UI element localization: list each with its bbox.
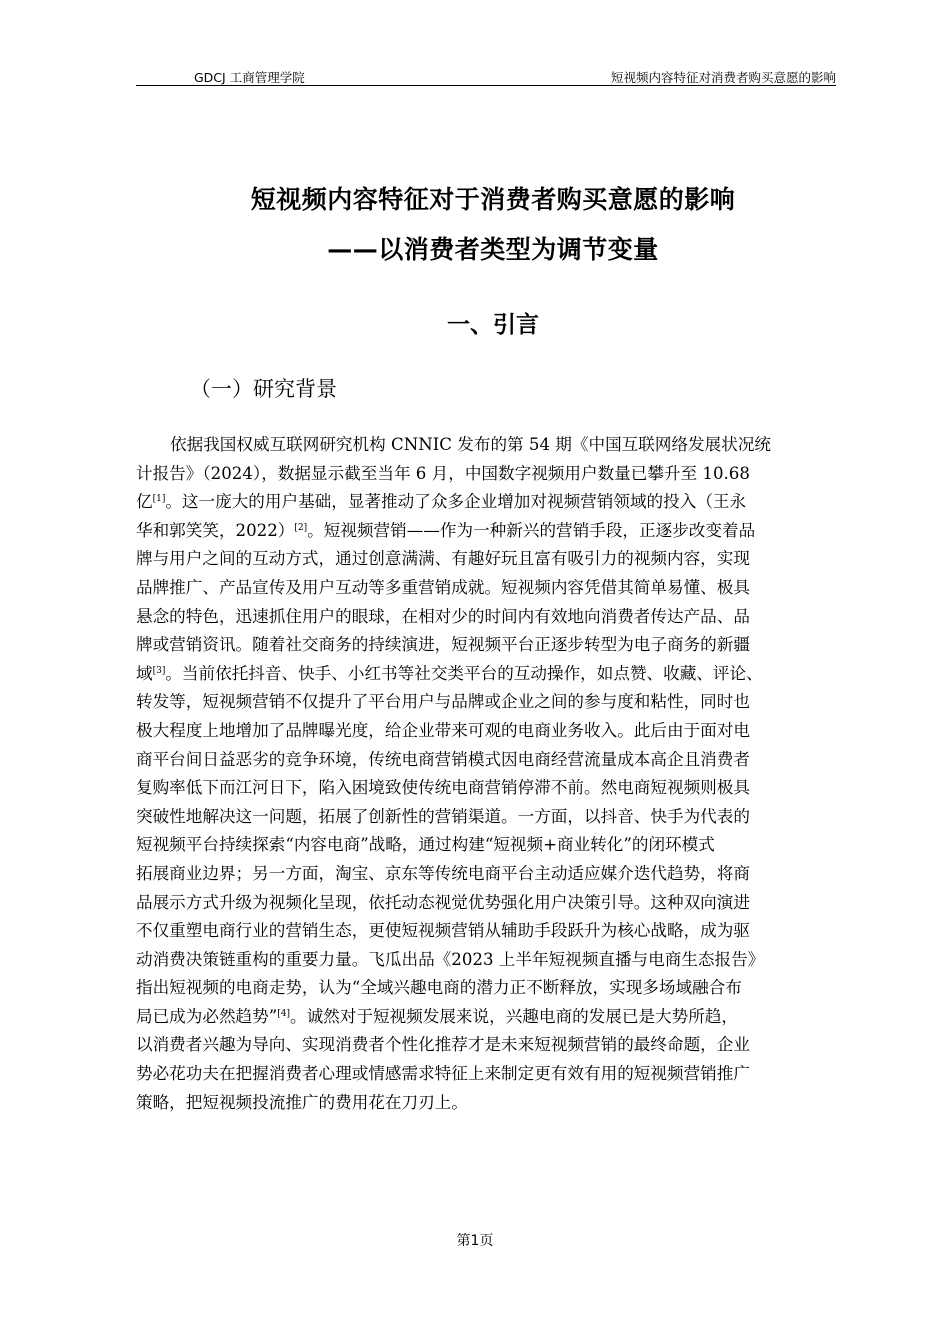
text-line: 以消费者兴趣为导向、实现消费者个性化推荐才是未来短视频营销的最终命题，企业 xyxy=(136,1035,750,1055)
section-heading: 一、引言 xyxy=(447,312,539,338)
text-line xyxy=(136,660,860,689)
paper-title: 短视频内容特征对于消费者购买意愿的影响 xyxy=(250,185,736,214)
text-span: 。诚然对于短视频发展来说，兴趣电商的发展已是大势所趋， xyxy=(289,1006,739,1026)
citation-ref[interactable]: [2] xyxy=(294,522,308,533)
text-line xyxy=(136,517,860,546)
text-line: 复购率低下而江河日下，陷入困境致使传统电商营销停滞不前。然电商短视频则极具 xyxy=(136,778,750,798)
text-span: 。当前依托抖音、快手、小红书等社交类平台的互动操作，如点赞、收藏、评论、 xyxy=(165,663,763,683)
text-line: 牌或营销资讯。随着社交商务的持续演进，短视频平台正逐步转型为电子商务的新疆 xyxy=(136,635,750,655)
citation-ref[interactable]: [4] xyxy=(277,1008,290,1019)
text-line: 商平台间日益恶劣的竞争环境，传统电商营销模式因电商经营流量成本高企且消费者 xyxy=(136,749,750,769)
text-line: 依据我国权威互联网研究机构 CNNIC 发布的第 54 期《中国互联网络发展状况统 xyxy=(170,435,772,454)
text-span: 。这一庞大的用户基础，显著推动了众多企业增加对视频营销领域的投入（王永 xyxy=(165,492,747,512)
text-line: 品牌推广、产品宣传及用户互动等多重营销成就。短视频内容凭借其简单易懂、极具 xyxy=(136,577,750,597)
text-line: 极大程度上地增加了品牌曝光度，给企业带来可观的电商业务收入。此后由于面对电 xyxy=(136,720,750,740)
text-line: 不仅重塑电商行业的营销生态，更使短视频营销从辅助手段跃升为核心战略，成为驱 xyxy=(136,921,750,941)
paper-subtitle: ——以消费者类型为调节变量 xyxy=(327,235,659,264)
text-line xyxy=(136,1003,860,1032)
text-line: 品展示方式升级为视频化呈现，依托动态视觉优势强化用户决策引导。这种双向演进 xyxy=(136,892,750,912)
citation-ref[interactable]: [3] xyxy=(152,665,166,676)
text-span: 亿 xyxy=(136,492,153,512)
text-line: 计报告》（2024），数据显示截至当年 6 月，中国数字视频用户数量已攀升至 10.68 xyxy=(136,463,750,483)
text-span: 华和郭笑笑，2022） xyxy=(136,520,295,540)
header-short-title: 短视频内容特征对消费者购买意愿的影响 xyxy=(610,70,836,85)
text-line: 指出短视频的电商走势，认为“全域兴趣电商的潜力正不断释放，实现多场域融合布 xyxy=(136,978,742,998)
running-header xyxy=(136,66,836,86)
text-line: 策略，把短视频投流推广的费用花在刀刃上。 xyxy=(136,1092,468,1112)
text-span: 局已成为必然趋势” xyxy=(136,1006,278,1026)
subsection-heading: （一）研究背景 xyxy=(190,377,337,401)
text-line: 动消费决策链重构的重要力量。飞瓜出品《2023 上半年短视频直播与电商生态报告》 xyxy=(136,949,765,969)
citation-ref[interactable]: [1] xyxy=(152,494,166,505)
text-span: 。短视频营销——作为一种新兴的营销手段，正逐步改变着品 xyxy=(307,520,756,540)
text-line: 牌与用户之间的互动方式，通过创意满满、有趣好玩且富有吸引力的视频内容，实现 xyxy=(136,549,750,569)
text-line: 势必花功夫在把握消费者心理或情感需求特征上来制定更有效有用的短视频营销推广 xyxy=(136,1064,750,1084)
text-span: 域 xyxy=(136,663,153,683)
page-number: 第1页 xyxy=(456,1233,494,1249)
text-line: 转发等，短视频营销不仅提升了平台用户与品牌或企业之间的参与度和粘性，同时也 xyxy=(136,692,750,712)
text-line: 拓展商业边界；另一方面，淘宝、京东等传统电商平台主动适应媒介迭代趋势，将商 xyxy=(136,863,750,883)
header-rule xyxy=(136,85,836,86)
text-line: 短视频平台持续探索“内容电商”战略，通过构建“短视频+商业转化”的闭环模式 xyxy=(136,835,715,855)
header-institution: GDCJ 工商管理学院 xyxy=(194,70,305,85)
text-line: 突破性地解决这一问题，拓展了创新性的营销渠道。一方面，以抖音、快手为代表的 xyxy=(136,806,750,826)
body-paragraph xyxy=(136,431,860,1117)
text-line: 悬念的特色，迅速抓住用户的眼球，在相对少的时间内有效地向消费者传达产品、品 xyxy=(136,606,750,626)
text-line xyxy=(136,488,860,517)
